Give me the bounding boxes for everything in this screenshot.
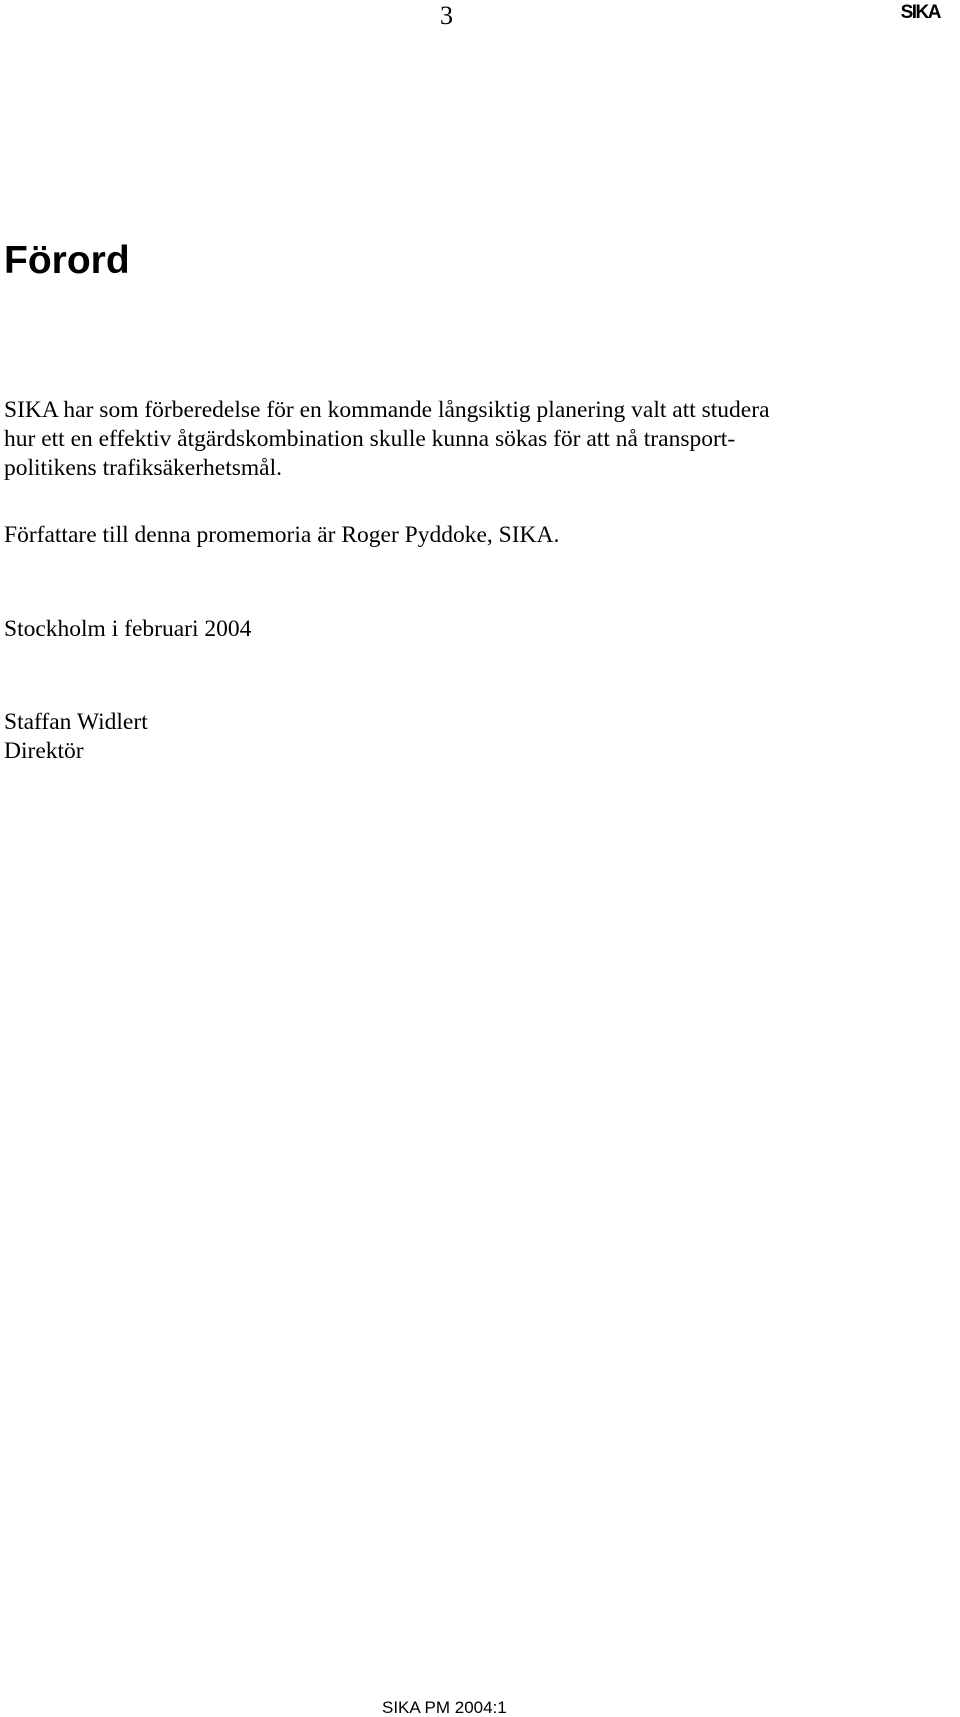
signer-name: Staffan Widlert xyxy=(4,709,148,735)
author-paragraph: Författare till denna promemoria är Roger Pyddoke, SIKA. xyxy=(4,522,560,548)
intro-line-3: politikens trafiksäkerhetsmål. xyxy=(4,455,283,481)
place-date: Stockholm i februari 2004 xyxy=(4,616,252,642)
page-number: 3 xyxy=(440,1,453,30)
intro-paragraph xyxy=(4,396,770,483)
intro-line-2: hur ett en effektiv åtgärdskombination skulle kunna sökas för att nå transport- xyxy=(4,426,736,452)
signer-title: Direktör xyxy=(4,738,84,764)
intro-line-1: SIKA har som förberedelse för en kommande långsiktig planering valt att studera xyxy=(4,397,770,423)
footer-report-id: SIKA PM 2004:1 xyxy=(382,1698,507,1717)
sika-logo: SIKA xyxy=(900,2,940,23)
page-title: Förord xyxy=(4,239,130,282)
